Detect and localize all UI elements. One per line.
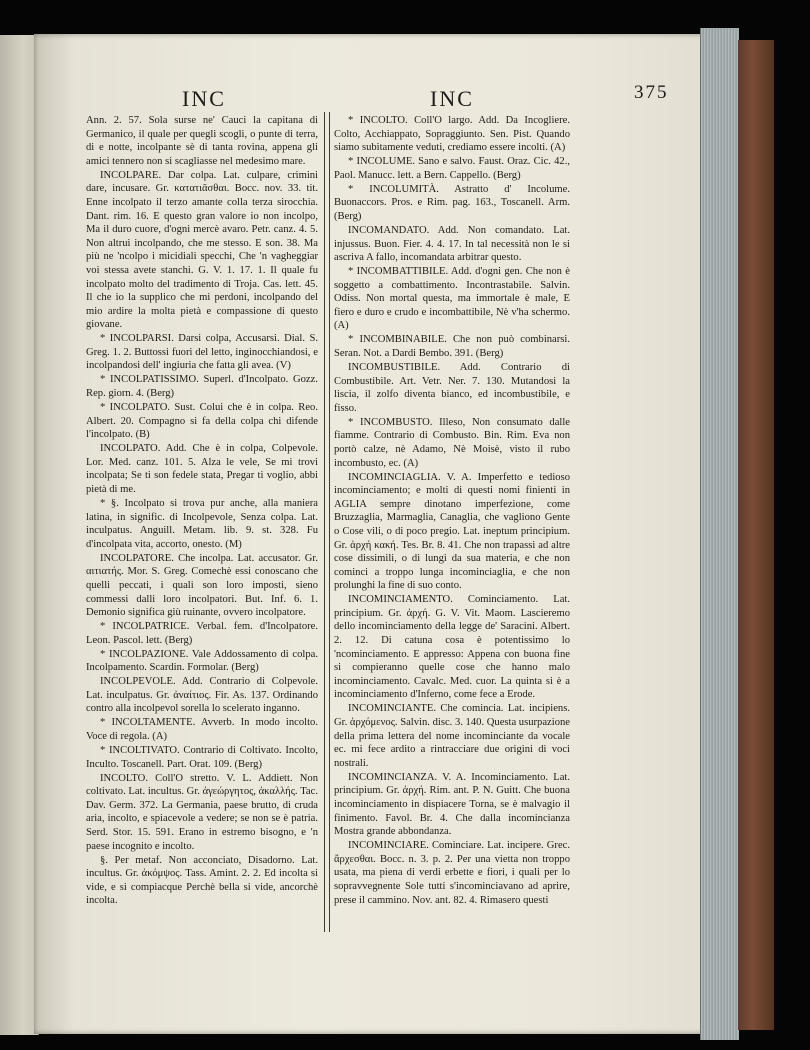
dictionary-entry: * INCOLPATRICE. Verbal. fem. d'Incolpatore. Leon. Pascol. lett. (Berg) bbox=[86, 621, 318, 646]
dictionary-entry: * INCOLPATISSIMO. Superl. d'Incolpato. Gozz. Rep. giorn. 4. (Berg) bbox=[86, 374, 318, 400]
dictionary-entry: INCOMBUSTIBILE. Add. Contrario di Combustibile. Art. Vetr. Ner. 7. 130. Mutandosi la liscia, il zolfo diventa bianco, ed incombustibile, e fisso. bbox=[334, 362, 570, 414]
dictionary-entry: INCOMINCIAGLIA. V. A. Imperfetto e tedioso incominciamento; e molti di questi nomi finienti in AGLIA sempre dinotano imperfezione, come Bruzzaglia, Marmaglia, Canaglia, che vagliono Gente o Cose vili, o di poco pregio. Lat. ineptum principium. Gr. ἀρχή κακή. Tes. Br. 8. 41. Che non trapassi ad altre cose dissimili, o di lungi da sua materia, e che non cominci a troppo lunga incominciaglia, e che non prolunghi la fine di suo conto. bbox=[334, 471, 570, 592]
column-divider bbox=[324, 112, 330, 932]
left-running-head: INC bbox=[182, 86, 226, 111]
dictionary-entry: * INCOLPAZIONE. Vale Addossamento di colpa. Incolpamento. Scardin. Formolar. (Berg) bbox=[86, 648, 318, 674]
dictionary-entry: INCOLPEVOLE. Add. Contrario di Colpevole. Lat. inculpatus. Gr. ἀναίτιος. Fir. As. 137. Ordinando contro alla incolpevol sorella lo scelerato inganno. bbox=[86, 676, 318, 715]
dictionary-entry: INCOLTO. Coll'O stretto. V. L. Addiett. Non coltivato. Lat. incultus. Gr. ἀγεώργητος, ἀκαλλής. Tac. Dav. Germ. 372. La Germania, paese brutto, di cruda aria, incolto, e spiacevole a vedere; se non se è patria. Serd. Stor. 15. 591. Erano in estremo bisogno, e 'n paese incognito e incolto. bbox=[86, 772, 318, 852]
dictionary-entry: * INCOLPATO. Sust. Colui che è in colpa. Reo. Albert. 20. Compagno si fa della colpa chi difende l'incolpato. (B) bbox=[86, 402, 318, 441]
running-header bbox=[34, 82, 706, 116]
dictionary-entry: INCOMINCIARE. Cominciare. Lat. incipere. Grec. ἄρχεσθαι. Bocc. n. 3. p. 2. Per una vietta non troppo usata, ma piena di verdi erbette e fiori, i quali per lo sopravvegnente Sole tutti s'incominciavano ad aprire, prese il cammino. Nov. ant. 82. 4. Rimasero questi bbox=[334, 840, 570, 906]
left-column bbox=[86, 114, 318, 908]
dictionary-entry: * INCOLTIVATO. Contrario di Coltivato. Incolto, Inculto. Toscanell. Part. Orat. 109. (Berg) bbox=[86, 745, 318, 770]
dictionary-entry: INCOMINCIAMENTO. Cominciamento. Lat. principium. Gr. ἀρχή. G. V. Vit. Maom. Lascieremo dello incominciamento della legge de' Saracini. Albert. 2. 12. Di catuna cosa è potentissimo lo 'ncominciamento. E appresso: Appena con buona fine si compieranno quelle cose che hanno malo incominciamento. Cavalc. Med. cuor. La quinta si è a incominciamento d'Inferno, come fece a Erode. bbox=[334, 594, 570, 701]
dictionary-entry: Ann. 2. 57. Sola surse ne' Cauci la capitana di Germanico, il quale per quegli scogli, o punte di terra, di e notte, incolpante sè di tanta rovina, appena gli amici tennero non si scagliasse nel medesimo mare. bbox=[86, 115, 318, 167]
page-edges bbox=[700, 28, 739, 1040]
page-number: 375 bbox=[634, 82, 669, 103]
dictionary-entry: INCOLPATO. Add. Che è in colpa, Colpevole. Lor. Med. canz. 101. 5. Alza le vele, Se mi trovi incolpata; Se ti son fedele stata, Pregar ti voglio, abbi pietà di me. bbox=[86, 443, 318, 495]
dictionary-entry: * INCOLPARSI. Darsi colpa, Accusarsi. Dial. S. Greg. 1. 2. Buttossi fuori del letto, inginocchiandosi, e incolpandosi dell' ingiuria che fatta gli avea. (V) bbox=[86, 333, 318, 372]
dictionary-entry: * INCOMBATTIBILE. Add. d'ogni gen. Che non è soggetto a combattimento. Incontrastabile. Salvin. Odiss. Non mortal questa, ma immortale è male, E fiero e duro e crudo e incombattibile, Nè v'ha schermo. (A) bbox=[334, 266, 570, 332]
dictionary-entry: * INCOLTO. Coll'O largo. Add. Da Incogliere. Colto, Acchiappato, Sopraggiunto. Sen. Pist. Quando siamo subitamente veduti, crediamo essere incolti. (A) bbox=[334, 115, 570, 154]
dictionary-entry: INCOMINCIANZA. V. A. Incominciamento. Lat. principium. Gr. ἀρχή. Rim. ant. P. N. Guitt. Che buona incominciamento in dispiacere Torna, se è malvagio il finimento. Favol. Br. 4. Che dalla incomincianza Mostra grande abbondanza. bbox=[334, 771, 570, 838]
dictionary-entry: INCOMANDATO. Add. Non comandato. Lat. injussus. Buon. Fier. 4. 4. 17. In tal necessità non le si ascriva A fallo, incomandata arbitrar questo. bbox=[334, 224, 570, 264]
dictionary-entry: * INCOLUME. Sano e salvo. Faust. Oraz. Cic. 42., Paol. Manucc. lett. a Bern. Cappello. (Berg) bbox=[334, 156, 570, 181]
dictionary-entry: §. Per metaf. Non acconciato, Disadorno. Lat. incultus. Gr. ἀκόμψος. Tass. Amint. 2. 2. Ed incolta si vide, e si compiacque Perchè bella si vide, ancorchè incolta. bbox=[86, 854, 318, 907]
dictionary-entry: * INCOLTAMENTE. Avverb. In modo incolto. Voce di regola. (A) bbox=[86, 717, 318, 743]
dictionary-entry: * §. Incolpato si trova pur anche, alla maniera latina, in signific. di Incolpevole, Senza colpa. Lat. inculpatus. Anguill. Metam. lib. 9. st. 328. Fu d'incolpata vita, accorto, onesto. (M) bbox=[86, 497, 318, 550]
right-running-head: INC bbox=[430, 86, 474, 111]
dictionary-entry: * INCOLUMITÀ. Astratto d' Incolume. Buonaccors. Pros. e Rim. pag. 163., Toscanell. Arm. (Berg) bbox=[334, 183, 570, 222]
dictionary-entry: INCOLPARE. Dar colpa. Lat. culpare, crimini dare, incusare. Gr. κατατιᾶσθαι. Bocc. nov. 33. tit. Enne incolpato il terzo amante colla terza sirocchia. Dant. rim. 16. E questo gran valore io non incolpo, Ma il duro cuore, d'ogni mercè avaro. Petr. canz. 4. 5. Non altrui incolpando, che me stesso. E son. 38. Ma più ne 'ncolpo i micidiali specchi, Che 'n vagheggiar voi stessa avete stanchi. G. V. 1. 17. 1. Il quale fu incolpato molto del tradimento di Troja. Cas. lett. 45. Il che io la supplico che mi perdoni, incolpando del mio ardire la molta pietà e compassione di questo giovane. bbox=[86, 169, 318, 331]
dictionary-entry: INCOLPATORE. Che incolpa. Lat. accusator. Gr. αιτιατής. Mor. S. Greg. Comechè essi conoscano che quelli peccati, i quali son loro imposti, sieno commessi dalli loro incolpatori. But. Inf. 6. 1. Demonio significa giù ruinante, ovvero incolpatore. bbox=[86, 552, 318, 619]
right-column bbox=[334, 114, 570, 908]
dictionary-entry: * INCOMBINABILE. Che non può combinarsi. Seran. Not. a Dardi Bembo. 391. (Berg) bbox=[334, 334, 570, 360]
book-cover-edge bbox=[738, 40, 774, 1030]
dictionary-entry: INCOMINCIANTE. Che comincia. Lat. incipiens. Gr. ἀρχόμενος. Salvin. disc. 3. 140. Questa usurpazione della prima lettera del nome incominciante da vocale ec. mi fece ardito a rintracciare due origini di voci nostrali. bbox=[334, 703, 570, 769]
dictionary-entry: * INCOMBUSTO. Illeso, Non consumato dalle fiamme. Contrario di Combusto. Bin. Rim. Eva non portò calze, nè Adamo, Nè Moisè, visto il rubo incombusto, ec. (A) bbox=[334, 416, 570, 469]
